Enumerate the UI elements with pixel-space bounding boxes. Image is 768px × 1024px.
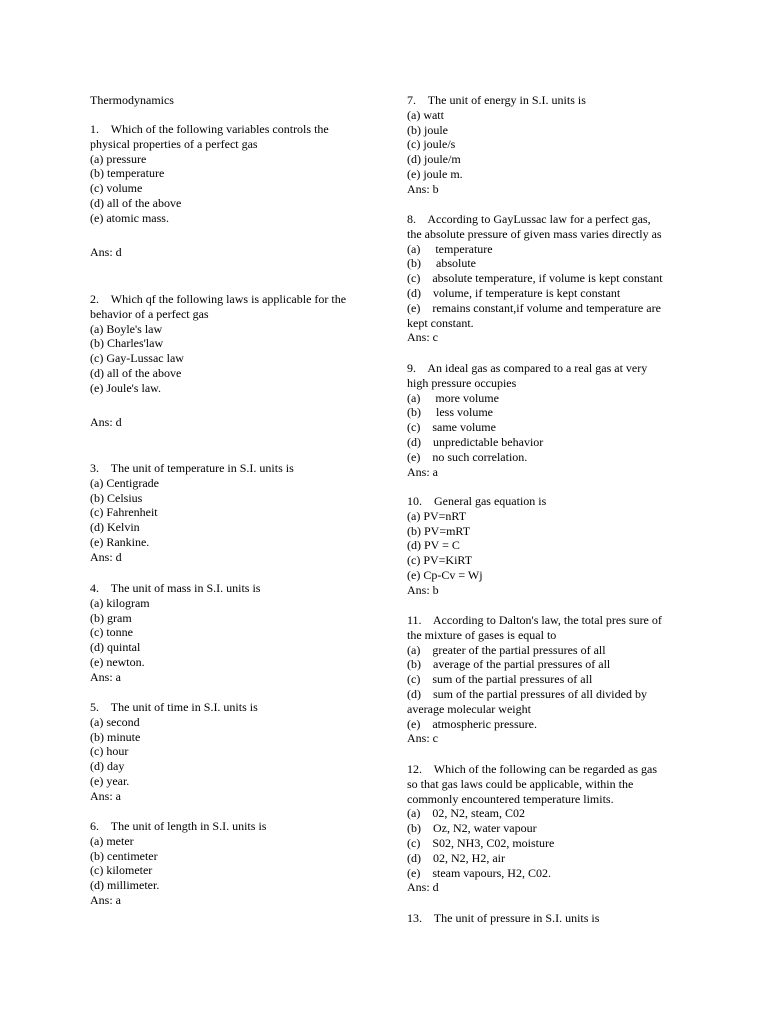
option: (e) atomic mass. <box>90 210 169 225</box>
option: (c) S02, NH3, C02, moisture <box>407 835 555 850</box>
question-text: 13. The unit of pressure in S.I. units is <box>407 911 600 925</box>
option: (c) sum of the partial pressures of all <box>407 672 593 687</box>
option: (a) temperature <box>407 241 493 256</box>
option: (c) hour <box>90 744 129 759</box>
question-12 <box>407 762 679 895</box>
option: (b) centimeter <box>90 848 158 863</box>
option: (b) PV=mRT <box>407 523 471 538</box>
answer-text: Ans: b <box>407 181 439 196</box>
question-text: 8. According to GayLussac law for a perfect gas, <box>407 212 651 226</box>
question-text: behavior of a perfect gas <box>90 306 209 321</box>
question-13 <box>407 911 679 926</box>
question-text: 10. General gas equation is <box>407 494 547 508</box>
option: (a) second <box>90 714 140 729</box>
option: (d) joule/m <box>407 152 461 167</box>
option: (a) greater of the partial pressures of all <box>407 642 606 657</box>
option: (d) quintal <box>90 640 141 655</box>
option: (c) PV=KiRT <box>407 553 473 568</box>
question-text: the absolute pressure of given mass varies directly as <box>407 226 662 241</box>
question-text: high pressure occupies <box>407 375 517 390</box>
option: (d) PV = C <box>407 538 460 553</box>
option: (e) Cp-Cv = Wj <box>407 567 483 582</box>
question-4 <box>90 581 370 685</box>
question-text: 9. An ideal gas as compared to a real gas at very <box>407 361 648 375</box>
question-text: 11. According to Dalton's law, the total pres sure of <box>407 613 662 627</box>
answer-text: Ans: d <box>407 880 439 895</box>
option: (c) volume <box>90 181 143 196</box>
option: (a) kilogram <box>90 595 150 610</box>
question-text: 3. The unit of temperature in S.I. units is <box>90 461 294 475</box>
option: (c) tonne <box>90 625 133 640</box>
question-text: physical properties of a perfect gas <box>90 136 258 151</box>
option: (c) Gay-Lussac law <box>90 351 184 366</box>
option: (a) Boyle's law <box>90 321 163 336</box>
option: (c) joule/s <box>407 137 456 152</box>
question-5 <box>90 700 370 804</box>
option: (b) minute <box>90 729 141 744</box>
question-text: 6. The unit of length in S.I. units is <box>90 819 267 833</box>
answer-text: Ans: d <box>90 415 122 429</box>
answer-text: Ans: a <box>407 464 438 479</box>
option: (a) pressure <box>90 151 147 166</box>
question-text: 5. The unit of time in S.I. units is <box>90 700 258 714</box>
answer-2 <box>90 415 370 430</box>
document-title <box>90 93 370 108</box>
answer-text: Ans: a <box>90 669 121 684</box>
option: (e) no such correlation. <box>407 449 528 464</box>
answer-text: Ans: d <box>90 549 122 564</box>
option: (a) meter <box>90 833 134 848</box>
option: (b) less volume <box>407 405 493 420</box>
option: (a) 02, N2, steam, C02 <box>407 806 525 821</box>
option: (e) joule m. <box>407 166 463 181</box>
question-text: 4. The unit of mass in S.I. units is <box>90 581 261 595</box>
option: (d) day <box>90 759 125 774</box>
question-text: 1. Which of the following variables controls the <box>90 122 329 136</box>
question-text: 2. Which qf the following laws is applicable for the <box>90 292 347 306</box>
question-11 <box>407 613 679 746</box>
option: (e) Joule's law. <box>90 380 162 395</box>
question-text: the mixture of gases is equal to <box>407 627 557 642</box>
option: (b) joule <box>407 122 448 137</box>
answer-text: Ans: b <box>407 582 439 597</box>
question-6 <box>90 819 370 908</box>
option: (b) Oz, N2, water vapour <box>407 821 537 836</box>
option: (e) year. <box>90 773 130 788</box>
option: (a) Centigrade <box>90 475 159 490</box>
option: kept constant. <box>407 315 474 330</box>
option: (d) sum of the partial pressures of all divided by <box>407 686 647 701</box>
answer-text: Ans: d <box>90 245 122 259</box>
option: (a) PV=nRT <box>407 508 467 523</box>
option: (c) same volume <box>407 420 496 435</box>
option: (e) atmospheric pressure. <box>407 716 537 731</box>
answer-text: Ans: c <box>407 330 438 345</box>
option: (c) absolute temperature, if volume is kept constant <box>407 271 663 286</box>
option: (d) volume, if temperature is kept constant <box>407 285 621 300</box>
question-3 <box>90 461 370 565</box>
answer-text: Ans: c <box>407 731 438 746</box>
option: (a) watt <box>407 107 444 122</box>
question-text: 7. The unit of energy in S.I. units is <box>407 93 586 107</box>
option: average molecular weight <box>407 701 531 716</box>
option: (d) Kelvin <box>90 520 140 535</box>
answer-text: Ans: a <box>90 788 121 803</box>
option: (d) all of the above <box>90 365 182 380</box>
question-7 <box>407 93 679 197</box>
question-9 <box>407 361 679 479</box>
question-text: commonly encountered temperature limits. <box>407 791 614 806</box>
option: (b) average of the partial pressures of all <box>407 657 611 672</box>
option: (e) remains constant,if volume and temperature are <box>407 300 661 315</box>
question-10 <box>407 494 679 598</box>
option: (d) unpredictable behavior <box>407 434 544 449</box>
option: (e) steam vapours, H2, C02. <box>407 865 551 880</box>
question-2 <box>90 292 370 396</box>
option: (a) more volume <box>407 390 499 405</box>
option: (c) kilometer <box>90 863 153 878</box>
option: (b) Charles'law <box>90 336 164 351</box>
option: (b) absolute <box>407 256 476 271</box>
option: (b) temperature <box>90 166 165 181</box>
option: (d) all of the above <box>90 195 182 210</box>
question-8 <box>407 212 679 345</box>
answer-text: Ans: a <box>90 892 121 907</box>
option: (b) gram <box>90 610 132 625</box>
answer-1 <box>90 245 370 260</box>
option: (b) Celsius <box>90 490 143 505</box>
option: (e) Rankine. <box>90 534 150 549</box>
question-text: so that gas laws could be applicable, within the <box>407 776 634 791</box>
option: (e) newton. <box>90 654 145 669</box>
question-1 <box>90 122 370 226</box>
option: (c) Fahrenheit <box>90 505 158 520</box>
option: (d) millimeter. <box>90 878 160 893</box>
option: (d) 02, N2, H2, air <box>407 850 505 865</box>
question-text: 12. Which of the following can be regarded as gas <box>407 762 658 776</box>
title-text: Thermodynamics <box>90 93 174 107</box>
